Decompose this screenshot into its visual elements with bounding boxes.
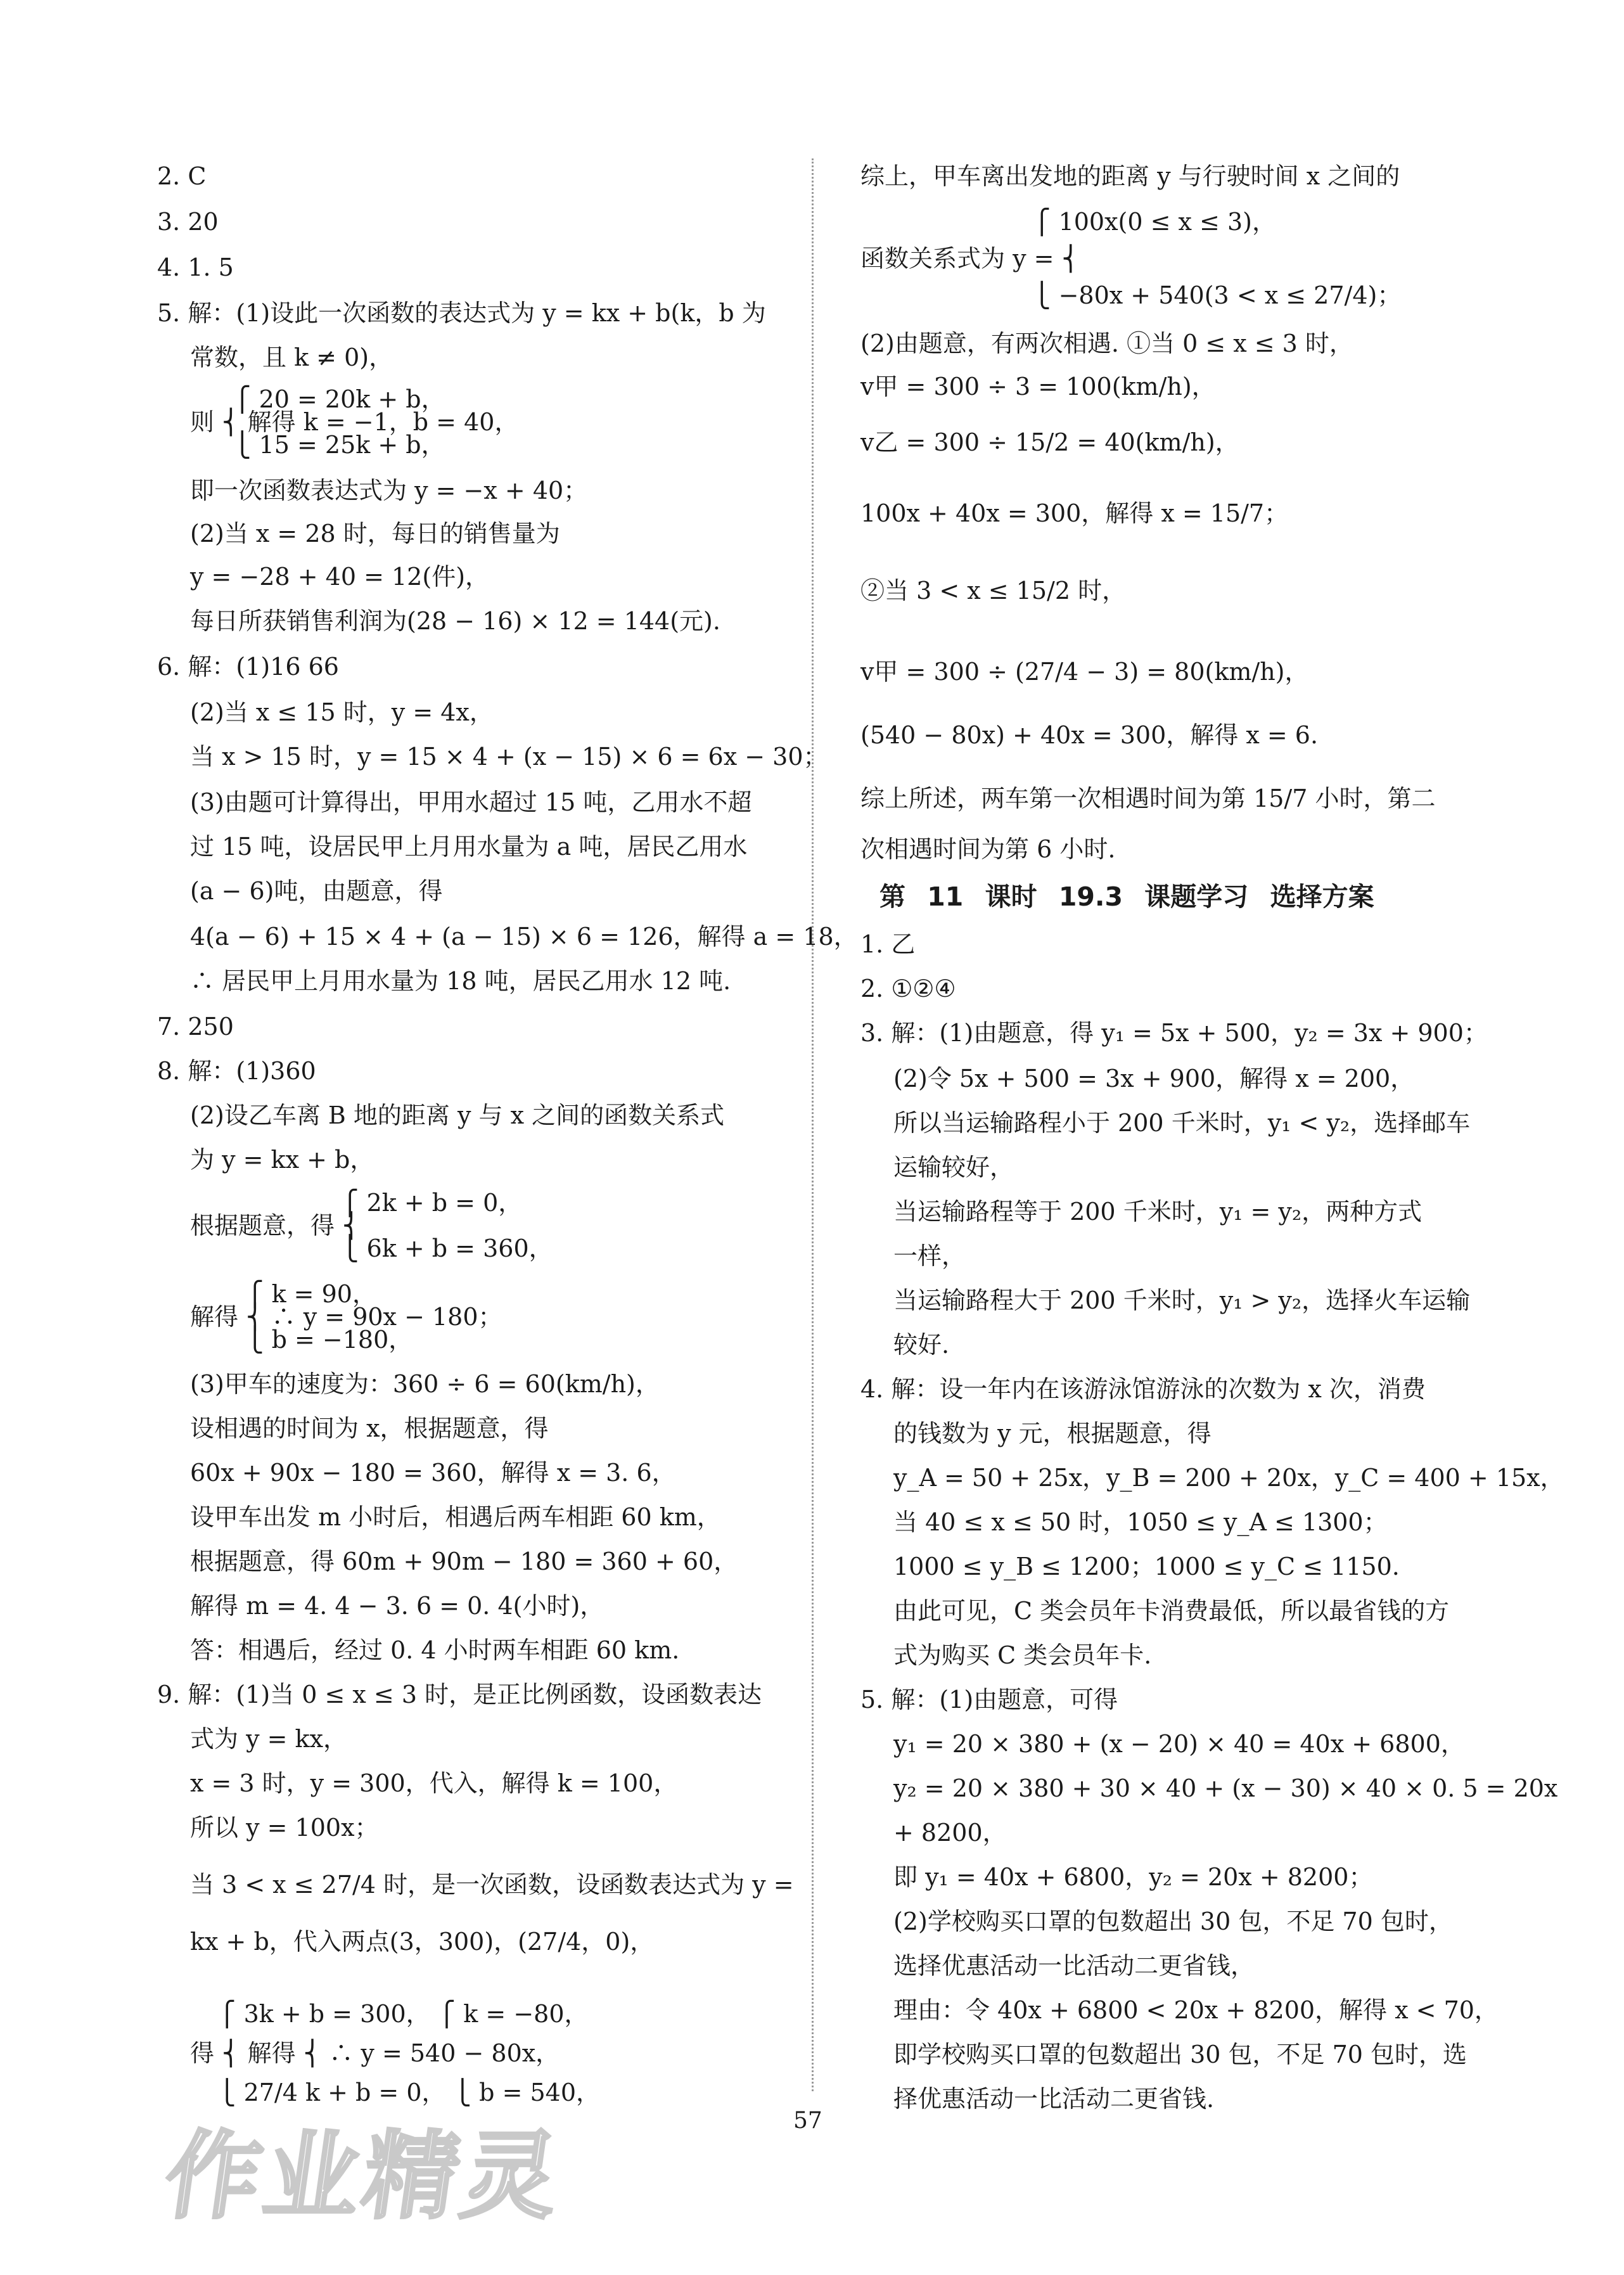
answer-9-piecewise: ⎩ −80x + 540(3 < x ≤ 27/4)； <box>1033 281 1402 309</box>
answer-9-line: 当 3 < x ≤ 27/4 时，是一次函数，设函数表达式为 y = <box>190 1871 794 1899</box>
answer-4-line: 当 40 ≤ x ≤ 50 时，1050 ≤ y_A ≤ 1300； <box>893 1508 1388 1536</box>
answer-5-system: 则 ⎨ 解得 k = −1，b = 40， <box>190 408 519 436</box>
answer-8-system: ⎧ k = 90， <box>246 1280 376 1308</box>
answer-5-line: + 8200， <box>893 1819 1007 1847</box>
answer-8-line: 设相遇的时间为 x，根据题意，得 <box>190 1414 549 1442</box>
answer-5-line: 理由：令 40x + 6800 < 20x + 8200，解得 x < 70， <box>893 1996 1499 2024</box>
answer-5-line: 择优惠活动一比活动二更省钱. <box>893 2085 1215 2113</box>
answer-9-line: v甲 = 300 ÷ 3 = 100(km/h)， <box>860 373 1216 401</box>
answer-8-line: (2)设乙车离 B 地的距离 y 与 x 之间的函数关系式 <box>190 1101 725 1129</box>
answer-3: 3. 20 <box>157 208 219 236</box>
answer-8-system: ⎩ 6k + b = 360， <box>341 1234 553 1262</box>
answer-9-system: 得 ⎨ 解得 ⎨ ∴ y = 540 − 80x， <box>190 2039 560 2067</box>
answer-4-line: y_A = 50 + 25x，y_B = 200 + 20x，y_C = 400 + 15x， <box>893 1464 1564 1492</box>
answer-4-line: 1000 ≤ y_B ≤ 1200；1000 ≤ y_C ≤ 1150. <box>893 1553 1400 1580</box>
answer-5-system: ⎧ 20 = 20k + b， <box>233 385 445 413</box>
answer-5-line: y = −28 + 40 = 12(件)， <box>190 563 490 591</box>
answer-9-line: x = 3 时，y = 300，代入，解得 k = 100， <box>190 1769 678 1797</box>
answer-9-line: 次相遇时间为第 6 小时. <box>860 835 1116 863</box>
answer-6-line: (a − 6)吨，由题意，得 <box>190 877 443 905</box>
answer-2: 2. C <box>157 162 207 190</box>
answer-4-line: 由此可见，C 类会员年卡消费最低，所以最省钱的方 <box>893 1597 1450 1625</box>
answer-5-system: ⎩ 15 = 25k + b， <box>233 431 445 459</box>
answer-1: 1. 乙 <box>860 930 916 958</box>
answer-5-line: 常数，且 k ≠ 0)， <box>190 343 393 371</box>
section-heading: 第 11 课时 19.3 课题学习 选择方案 <box>879 881 1374 912</box>
answer-9-line: 式为 y = kx， <box>190 1725 348 1753</box>
answer-8-line: 解得 m = 4. 4 − 3. 6 = 0. 4(小时)， <box>190 1592 604 1620</box>
page-number: 57 <box>793 2108 822 2134</box>
answer-5-line: y₂ = 20 × 380 + 30 × 40 + (x − 30) × 40 × 0. 5 = 20x <box>893 1774 1558 1802</box>
answer-9-line: v乙 = 300 ÷ 15/2 = 40(km/h)， <box>860 428 1239 456</box>
answer-5-line: 5. 解：(1)设此一次函数的表达式为 y = kx + b(k，b 为 <box>157 299 766 327</box>
answer-6-line: 4(a − 6) + 15 × 4 + (a − 15) × 6 = 126，解得 a = 18， <box>190 923 858 951</box>
answer-9-piecewise: ⎧ 100x(0 ≤ x ≤ 3)， <box>1033 208 1276 236</box>
answer-7: 7. 250 <box>157 1013 234 1041</box>
answer-8-line: 设甲车出发 m 小时后，相遇后两车相距 60 km， <box>190 1503 721 1531</box>
answer-3-line: 当运输路程等于 200 千米时，y₁ = y₂，两种方式 <box>893 1198 1423 1226</box>
answer-4-line: 4. 解：设一年内在该游泳馆游泳的次数为 x 次，消费 <box>860 1375 1426 1403</box>
answer-9-line: (540 − 80x) + 40x = 300，解得 x = 6. <box>860 721 1319 749</box>
answer-6-line: ∴ 居民甲上月用水量为 18 吨，居民乙用水 12 吨. <box>190 967 731 995</box>
answer-3-line: (2)令 5x + 500 = 3x + 900，解得 x = 200， <box>893 1065 1415 1093</box>
answer-5-line: y₁ = 20 × 380 + (x − 20) × 40 = 40x + 6800， <box>893 1730 1465 1758</box>
answer-9-line: 综上所述，两车第一次相遇时间为第 15/7 小时，第二 <box>860 785 1436 812</box>
column-divider <box>812 158 814 2091</box>
answer-9-line: 9. 解：(1)当 0 ≤ x ≤ 3 时，是正比例函数，设函数表达 <box>157 1681 762 1708</box>
answer-4: 4. 1. 5 <box>157 253 234 281</box>
answer-4-line: 的钱数为 y 元，根据题意，得 <box>893 1419 1212 1447</box>
answer-3-line: 一样， <box>893 1242 966 1270</box>
answer-3-line: 3. 解：(1)由题意，得 y₁ = 5x + 500，y₂ = 3x + 900； <box>860 1019 1488 1047</box>
answer-5-line: 每日所获销售利润为(28 − 16) × 12 = 144(元). <box>190 607 720 635</box>
answer-5-line: 选择优惠活动一比活动二更省钱， <box>893 1952 1255 1980</box>
answer-8-line: 60x + 90x − 180 = 360，解得 x = 3. 6， <box>190 1459 676 1487</box>
answer-6-line: 当 x > 15 时，y = 15 × 4 + (x − 15) × 6 = 6x − 30； <box>190 743 828 771</box>
answer-5-line: 5. 解：(1)由题意，可得 <box>860 1686 1118 1714</box>
answer-3-line: 运输较好， <box>893 1153 1014 1181</box>
answer-9-line: ②当 3 < x ≤ 15/2 时， <box>860 577 1127 605</box>
answer-6-line: 6. 解：(1)16 66 <box>157 653 339 681</box>
answer-8-system: ⎩ b = −180， <box>246 1326 413 1354</box>
answer-9-line: v甲 = 300 ÷ (27/4 − 3) = 80(km/h)， <box>860 658 1309 686</box>
answer-6-line: (2)当 x ≤ 15 时，y = 4x， <box>190 698 494 726</box>
answer-5-line: (2)当 x = 28 时，每日的销售量为 <box>190 520 560 548</box>
watermark-logo: 作业精灵 <box>158 2122 570 2232</box>
answer-8-line: 为 y = kx + b， <box>190 1146 374 1174</box>
answer-8-line: 8. 解：(1)360 <box>157 1057 316 1085</box>
answer-9-system: ⎧ 3k + b = 300， ⎧ k = −80， <box>218 2000 589 2028</box>
answer-3-line: 较好. <box>893 1331 950 1359</box>
answer-9-piecewise: 函数关系式为 y = ⎨ <box>860 245 1080 272</box>
answer-4-line: 式为购买 C 类会员年卡. <box>893 1641 1152 1669</box>
answer-6-line: (3)由题可计算得出，甲用水超过 15 吨，乙用水不超 <box>190 788 752 816</box>
answer-5-line: 即 y₁ = 40x + 6800，y₂ = 20x + 8200； <box>893 1863 1373 1891</box>
answer-9-line: kx + b，代入两点(3，300)，(27/4，0)， <box>190 1928 655 1956</box>
answer-2: 2. ①②④ <box>860 975 956 1003</box>
answer-8-system: 解得 ⎨ ∴ y = 90x − 180； <box>190 1303 502 1331</box>
answer-5-line: (2)学校购买口罩的包数超出 30 包，不足 70 包时， <box>893 1907 1453 1935</box>
answer-6-line: 过 15 吨，设居民甲上月用水量为 a 吨，居民乙用水 <box>190 833 748 861</box>
answer-9-line: 100x + 40x = 300，解得 x = 15/7； <box>860 499 1289 527</box>
answer-9-line: 综上，甲车离出发地的距离 y 与行驶时间 x 之间的 <box>860 162 1400 190</box>
answer-5-line: 即一次函数表达式为 y = −x + 40； <box>190 477 588 504</box>
answer-8-system: 根据题意，得 ⎨ <box>190 1212 361 1240</box>
answer-5-line: 即学校购买口罩的包数超出 30 包，不足 70 包时，选 <box>893 2041 1467 2068</box>
answer-3-line: 所以当运输路程小于 200 千米时，y₁ < y₂，选择邮车 <box>893 1109 1471 1137</box>
answer-8-line: 答：相遇后，经过 0. 4 小时两车相距 60 km. <box>190 1636 680 1664</box>
answer-9-system: ⎩ 27/4 k + b = 0， ⎩ b = 540， <box>218 2079 601 2106</box>
answer-3-line: 当运输路程大于 200 千米时，y₁ > y₂，选择火车运输 <box>893 1286 1471 1314</box>
answer-9-line: (2)由题意，有两次相遇. ①当 0 ≤ x ≤ 3 时， <box>860 330 1353 357</box>
answer-8-line: (3)甲车的速度为：360 ÷ 6 = 60(km/h)， <box>190 1370 660 1398</box>
answer-8-system: ⎧ 2k + b = 0， <box>341 1189 523 1217</box>
answer-9-line: 所以 y = 100x； <box>190 1814 379 1842</box>
answer-8-line: 根据题意，得 60m + 90m − 180 = 360 + 60， <box>190 1548 738 1575</box>
